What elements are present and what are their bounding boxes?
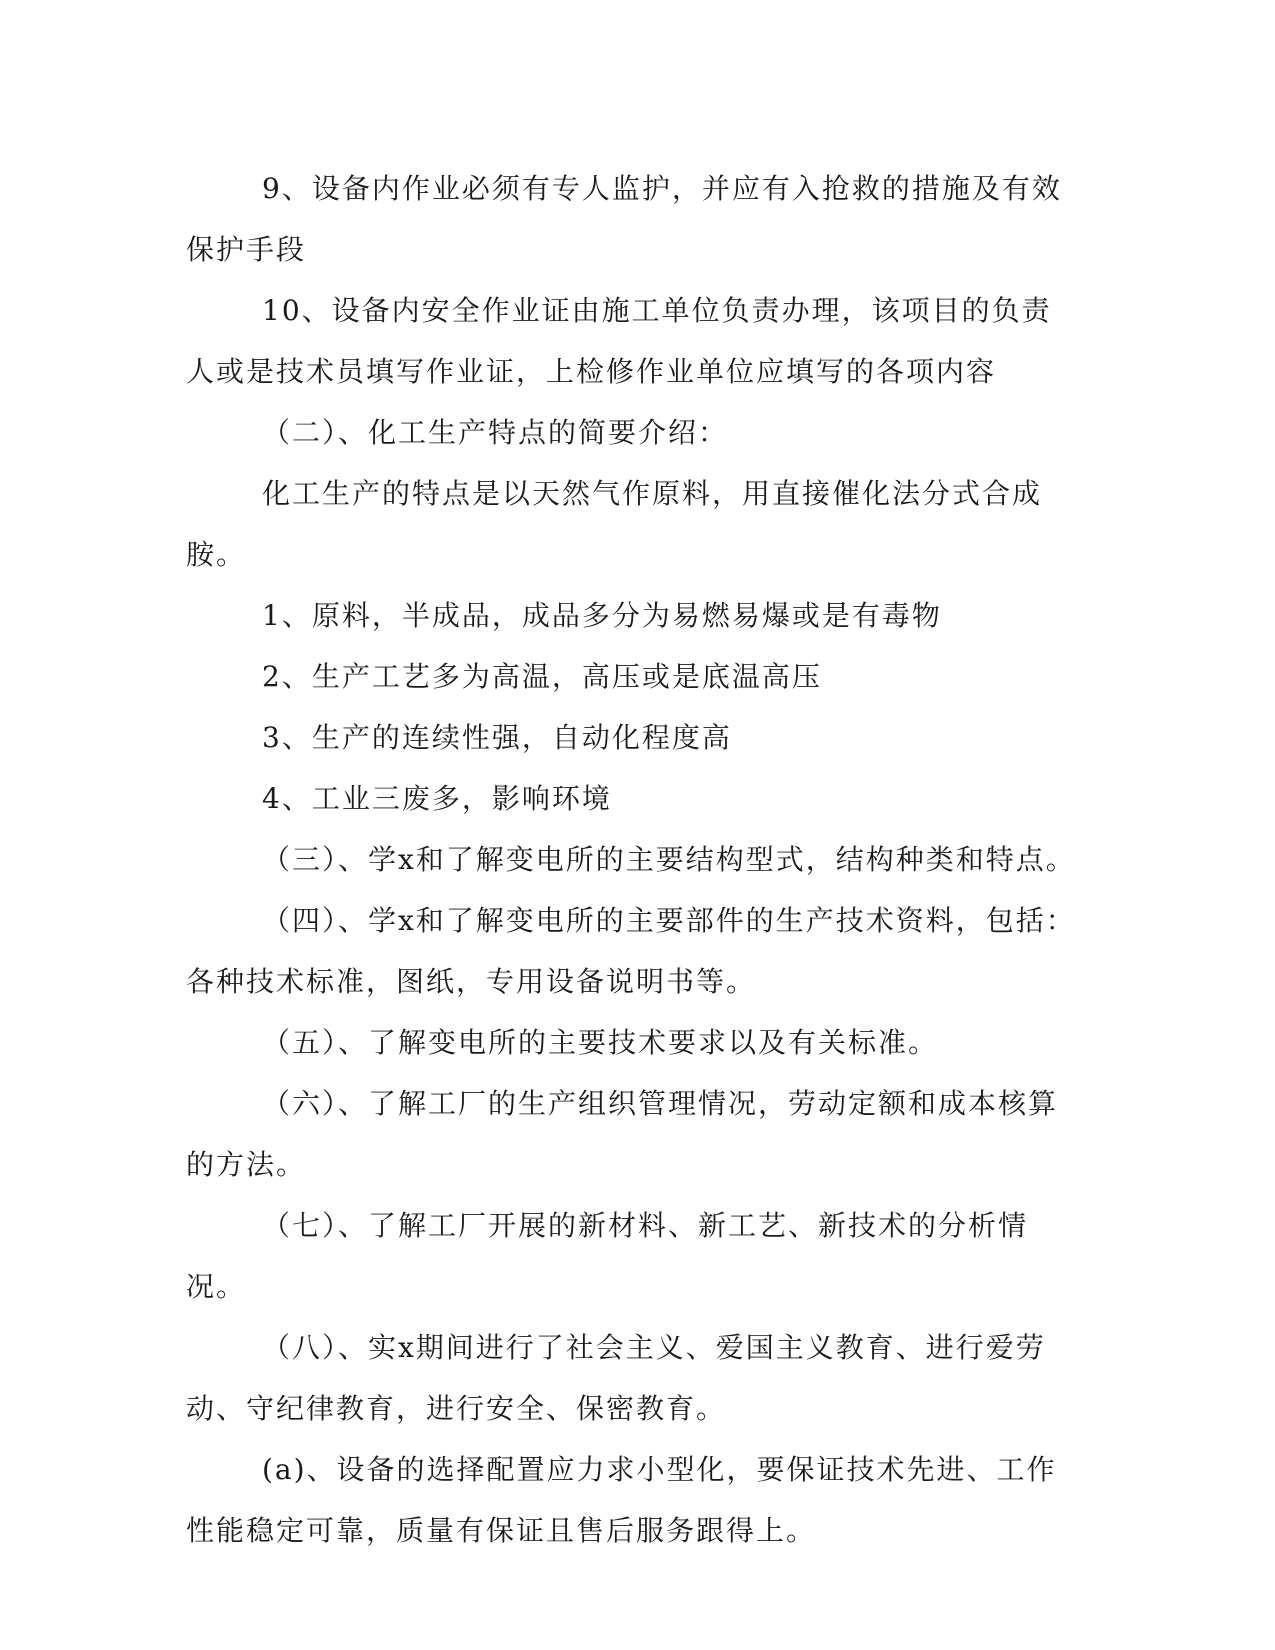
list-item-3: 3、生产的连续性强，自动化程度高: [262, 721, 732, 754]
list-item-1: 1、原料，半成品，成品多分为易燃易爆或是有毒物: [262, 599, 942, 632]
paragraph-equipment-selection: (a)、设备的选择配置应力求小型化，要保证技术先进、工作性能稳定可靠，质量有保证且售后服务跟得上。: [186, 1453, 1057, 1547]
document-body: [186, 158, 1080, 1561]
section-heading-5: （五）、了解变电所的主要技术要求以及有关标准。: [262, 1026, 939, 1059]
section-heading-6: （六）、了解工厂的生产组织管理情况，劳动定额和成本核算的方法。: [186, 1087, 1059, 1181]
paragraph-item-9: 9、设备内作业必须有专人监护，并应有入抢救的措施及有效保护手段: [186, 172, 1062, 266]
list-item-4: 4、工业三废多，影响环境: [262, 782, 612, 815]
section-heading-3: （三）、学x和了解变电所的主要结构型式，结构种类和特点。: [262, 843, 1076, 876]
section-heading-7: （七）、了解工厂开展的新材料、新工艺、新技术的分析情况。: [186, 1209, 1029, 1303]
section-heading-8: （八）、实x期间进行了社会主义、爱国主义教育、进行爱劳动、守纪律教育，进行安全、保密教育。: [186, 1331, 1046, 1425]
list-item-2: 2、生产工艺多为高温，高压或是底温高压: [262, 660, 822, 693]
section-heading-2: （二）、化工生产特点的简要介绍：: [262, 416, 729, 449]
paragraph-item-10: 10、设备内安全作业证由施工单位负责办理，该项目的负责人或是技术员填写作业证，上检修作业单位应填写的各项内容: [186, 294, 1052, 388]
paragraph-chemical-intro: 化工生产的特点是以天然气作原料，用直接催化法分式合成胺。: [186, 477, 1043, 571]
section-heading-4: （四）、学x和了解变电所的主要部件的生产技术资料，包括：各种技术标准，图纸，专用设备说明书等。: [186, 904, 1076, 998]
